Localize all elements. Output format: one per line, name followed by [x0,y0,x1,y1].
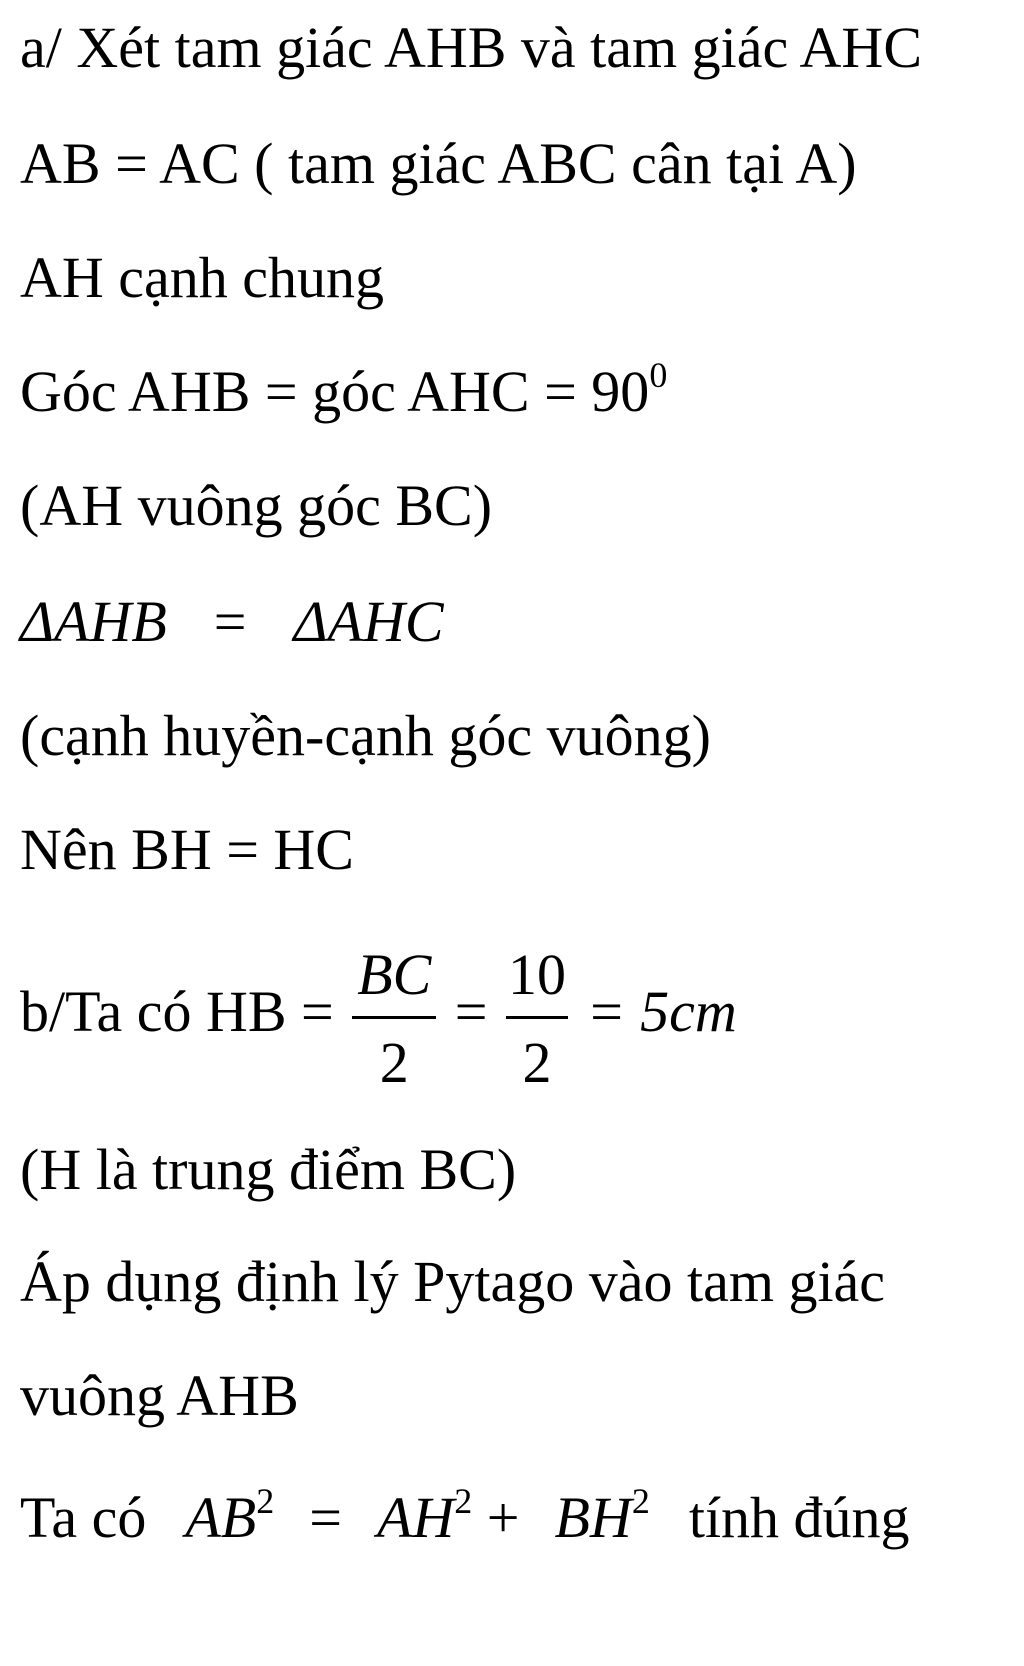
hb-calculation-line [20,932,737,1095]
text-line: a/ Xét tam giác AHB và tam giác AHC [20,15,923,80]
fraction-denominator: 2 [522,1029,552,1095]
equals-sign: = [454,979,488,1044]
ab-term: AB [185,1485,257,1550]
text-line: (H là trung điểm BC) [20,1137,517,1202]
text-line: (cạnh huyền-cạnh góc vuông) [20,703,711,768]
text-line: Áp dụng định lý Pytago vào tam giác [20,1249,886,1314]
bh-term: BH [554,1485,632,1550]
fraction-10-over-2 [502,938,572,1098]
ah-exponent: 2 [454,1481,473,1521]
fraction-denominator: 2 [379,1029,409,1095]
ab-exponent: 2 [256,1481,275,1521]
hb-result: = 5cm [586,979,737,1044]
degree-superscript: 0 [649,355,668,395]
congruence-line [20,588,444,656]
pythagoras-suffix: tính đúng [688,1485,910,1550]
equals-sign: = [213,589,247,654]
triangle-ahc: ΔAHC [293,589,444,654]
text-line: AB = AC ( tam giác ABC cân tại A) [20,131,857,196]
fraction-bc-over-2 [348,938,440,1098]
equals-sign: = [309,1485,342,1550]
pythagoras-line [20,1481,910,1559]
fraction-bar [506,1016,568,1019]
triangle-ahb: ΔAHB [20,589,167,654]
text-line: AH cạnh chung [20,245,385,310]
text-line-angle [20,355,668,433]
fraction-bar [352,1016,436,1019]
angle-text: Góc AHB = góc AHC = 90 [20,359,650,424]
fraction-numerator: 10 [507,941,566,1007]
text-line: (AH vuông góc BC) [20,473,493,538]
fraction-numerator: BC [357,941,432,1007]
text-line: Nên BH = HC [20,817,354,882]
bh-exponent: 2 [631,1481,650,1521]
pythagoras-prefix: Ta có [20,1485,147,1550]
ah-term: AH [376,1485,455,1550]
hb-prefix: b/Ta có HB = [20,979,334,1044]
plus-sign: + [486,1485,520,1550]
text-line: vuông AHB [20,1363,299,1428]
